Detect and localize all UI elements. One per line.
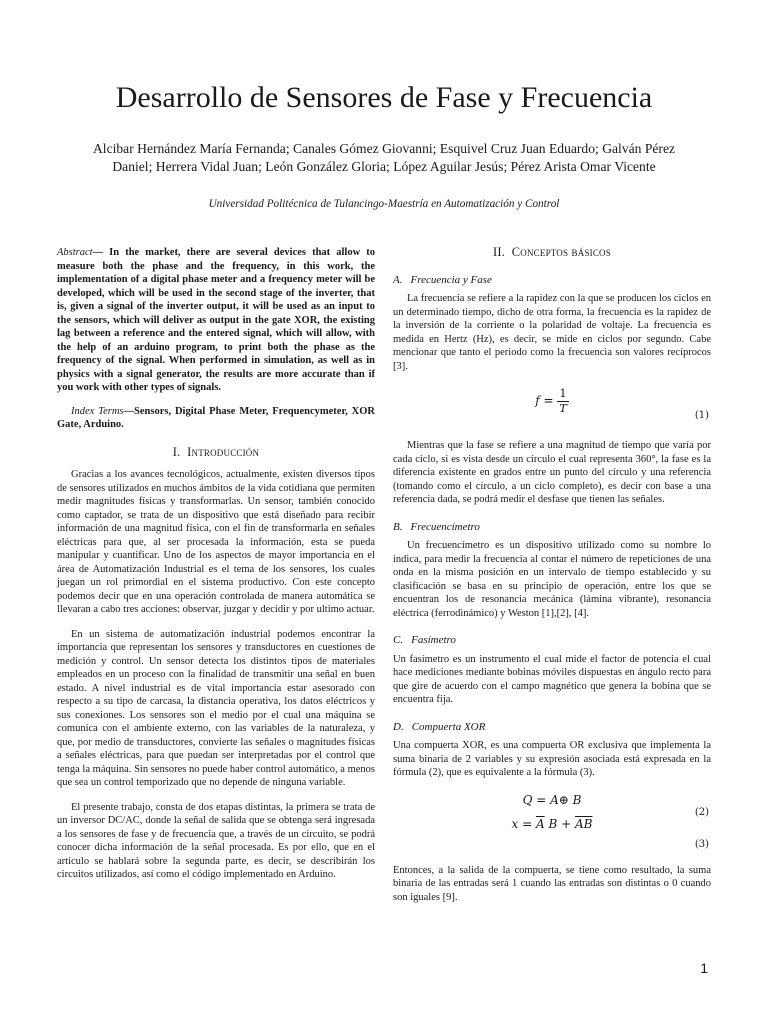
equation-number: (1)	[694, 410, 709, 421]
subsection-heading-frecuencimetro	[393, 521, 711, 535]
right-column	[393, 246, 711, 904]
paragraph: Gracias a los avances tecnológicos, actualmente, existen diversos tipos de sensores utilizados en muchos ámbitos de la vida cotidiana que permiten medir magnitudes físicas y transformarlas. Un sensor, también conocido como captador, se trata de un dispositivo que está diseñado para recibir información de una magnitud física, con el fin de transformarla en señales eléctricas para que, al ser procesada la información, esta se pueda manipular y cuantificar. Uno de los aspectos de mayor importancia en el área de Automatización Industrial es el tema de los sensores, los cuales juegan un rol primordial en el sistema productivo. Con este concepto podemos decir que en una operación controlada de manera automática se llevaran a cabo tres acciones: observar, juzgar y decidir y por ultimo actuar.	[57, 469, 375, 615]
paragraph: Una compuerta XOR, es una compuerta OR exclusiva que implementa la suma binaria de 2 variables y su expresión asociada está expresada en la fórmula (2), que es equivalente a la fórmula (3).	[393, 740, 711, 778]
subsection-heading-fasimetro	[393, 634, 711, 648]
eq3-lhs: x =	[511, 816, 536, 831]
subsection-label: A.	[393, 273, 403, 286]
paragraph: Mientras que la fase se refiere a una magnitud de tiempo que varía por cada ciclo, si es vista desde un círculo el cual representa 360°, la fase es la diferencia existente en grados entre un punto del círculo y una referencia (tomando como el círculo, a un ciclo completo), es decir con base a una referencia dada, se podrá medir el desfase que tienen las señales.	[393, 440, 711, 505]
affiliation: Universidad Politécnica de Tulancingo-Maestría en Automatización y Control	[208, 198, 560, 210]
eq1-denominator: T	[559, 400, 567, 415]
paragraph: El presente trabajo, consta de dos etapas distintas, la primera se trata de un inversor DC/AC, donde la señal de salida que se obtenga será ingresada a los sensores de fase y de frecuencia que, a través de un circuito, se podrá conocer dicha información de la señal procesada. Es por ello, que en el artículo se hablará sobre la segunda parte, es decir, se describirán los circuitos utilizados, así como el código implementado en Arduino.	[57, 801, 375, 880]
section-number: II.	[493, 245, 506, 259]
paragraph: Entonces, a la salida de la compuerta, se tiene como resultado, la suma binaria de las entradas será 1 cuando las entradas son distintas o 0 cuando son iguales [9].	[393, 864, 711, 903]
left-column	[57, 246, 375, 882]
paragraph: Un frecuencímetro es un dispositivo utilizado como su nombre lo indica, para medir la frecuencia al contar el número de repeticiones de una onda en la misma posición en un intervalo de tiempo establecido y su clasificación se basa en su principio de operación, entre los que se encuentran los de resonancia mecánica (lámina vibrante), resonancia eléctrica (ferrodinámico) y Weston [1],[2], [4].	[393, 540, 711, 619]
subsection-label: C.	[393, 634, 404, 646]
subsection-heading-frecuencia-fase	[393, 274, 711, 288]
section-title: Introducción	[187, 444, 260, 459]
section-heading-conceptos	[393, 246, 711, 260]
eq1-numerator: 1	[559, 386, 567, 400]
abstract-sep: —	[92, 247, 104, 258]
subsection-title: Fasímetro	[411, 634, 456, 646]
index-terms	[57, 405, 375, 432]
eq2: Q = A⊕ B	[522, 792, 582, 807]
subsection-label: D.	[393, 720, 404, 733]
equation-number: (3)	[694, 838, 709, 850]
paragraph: La frecuencia se refiere a la rapidez con la que se producen los ciclos en un determinado tiempo, dicho de otra forma, la frecuencia es la rapidez de la inversión de la corriente o la polaridad de voltaje. La frecuencia es medida en Hertz (Hz), es decir, se mide en ciclos por segundo. Cabe mencionar que tanto el periodo como la frecuencia son valores recíprocos [3].	[393, 293, 711, 372]
author-list: Alcibar Hernández María Fernanda; Canales Gómez Giovanni; Esquivel Cruz Juan Eduardo; Galván Pérez Daniel; Herrera Vidal Juan; León González Gloria; López Aguilar Jesús; Pérez Arista Omar Vicente	[92, 141, 676, 174]
paper-title: Desarrollo de Sensores de Fase y Frecuencia	[115, 81, 653, 114]
section-number: I.	[172, 444, 181, 459]
abstract-label: Abstract	[57, 247, 93, 258]
eq1-lhs: f =	[535, 393, 554, 408]
eq3-term-a-bar: $\overline{A}$	[535, 816, 545, 831]
eq3-term-b: B +	[544, 816, 575, 831]
eq3-term-ab-bar: $\overline{AB}$	[574, 816, 593, 831]
subsection-label: B.	[393, 520, 403, 533]
abstract-text: In the market, there are several devices that allow to measure both the phase and the frequency, in this work, the implementation of a digital phase meter and a frequency meter will be developed, which will be used in the second stage of the inverter, that is, given a signal of the inverter output, it will be used as an input to the sensors, which will deliver as output in the gate XOR, the existing lag between a reference and the entered signal, which will allow, with the help of an arduino program, to print both the phase as the frequency of the signal. When performed in simulation, as well as in physics with a signal generator, the results are more accurate than if you work with other types of signals.	[57, 247, 375, 393]
section-heading-introduccion	[57, 446, 375, 460]
abstract	[57, 246, 375, 395]
equations-2-3	[393, 788, 711, 862]
paragraph: Un fasímetro es un instrumento el cual mide el factor de potencia el cual hace mediciones mediante bobinas móviles dispuestas en ángulo recto para que gire de acuerdo con el campo magnético que genera la bobina que se encuentra fija.	[393, 653, 711, 705]
eq1-fraction	[557, 387, 568, 415]
index-terms-text: —Sensors, Digital Phase Meter, Frequencymeter, XOR Gate, Arduino.	[57, 405, 376, 430]
equation-1	[393, 381, 711, 433]
equation-number: (2)	[694, 806, 709, 818]
subsection-heading-compuerta-xor	[393, 721, 711, 735]
eq3	[393, 818, 711, 832]
subsection-title: Frecuencímetro	[410, 520, 480, 533]
subsection-title: Frecuencia y Fase	[410, 273, 492, 286]
index-terms-label: Index Terms	[71, 405, 124, 417]
paragraph: En un sistema de automatización industrial podemos encontrar la importancia que representan los sensores y transductores en cuestiones de medición y control. Un sensor detecta los distintos tipos de materiales empleados en un proceso con la finalidad de transmitir una señal en buen estado. A nivel industrial es de vital importancia estar asesorado con respecto a su tipo de carcasa, la distancia operativa, los datos eléctricos y sus conexiones. Los sensores son el medio por el cual una máquina se comunica con el ambiente externo, con las variables de la naturaleza, y que, por medio de transductores, convierte las señales o magnitudes físicas a señales eléctricas, para que puedan ser interpretadas por el control que tenga la máquina. Sin sensores no puede haber control automático, a menos que sea un control temporizado que no depende de ninguna variable.	[57, 628, 375, 788]
subsection-title: Compuerta XOR	[411, 720, 486, 733]
section-title: Conceptos básicos	[511, 245, 611, 259]
page-number: 1	[700, 960, 708, 976]
